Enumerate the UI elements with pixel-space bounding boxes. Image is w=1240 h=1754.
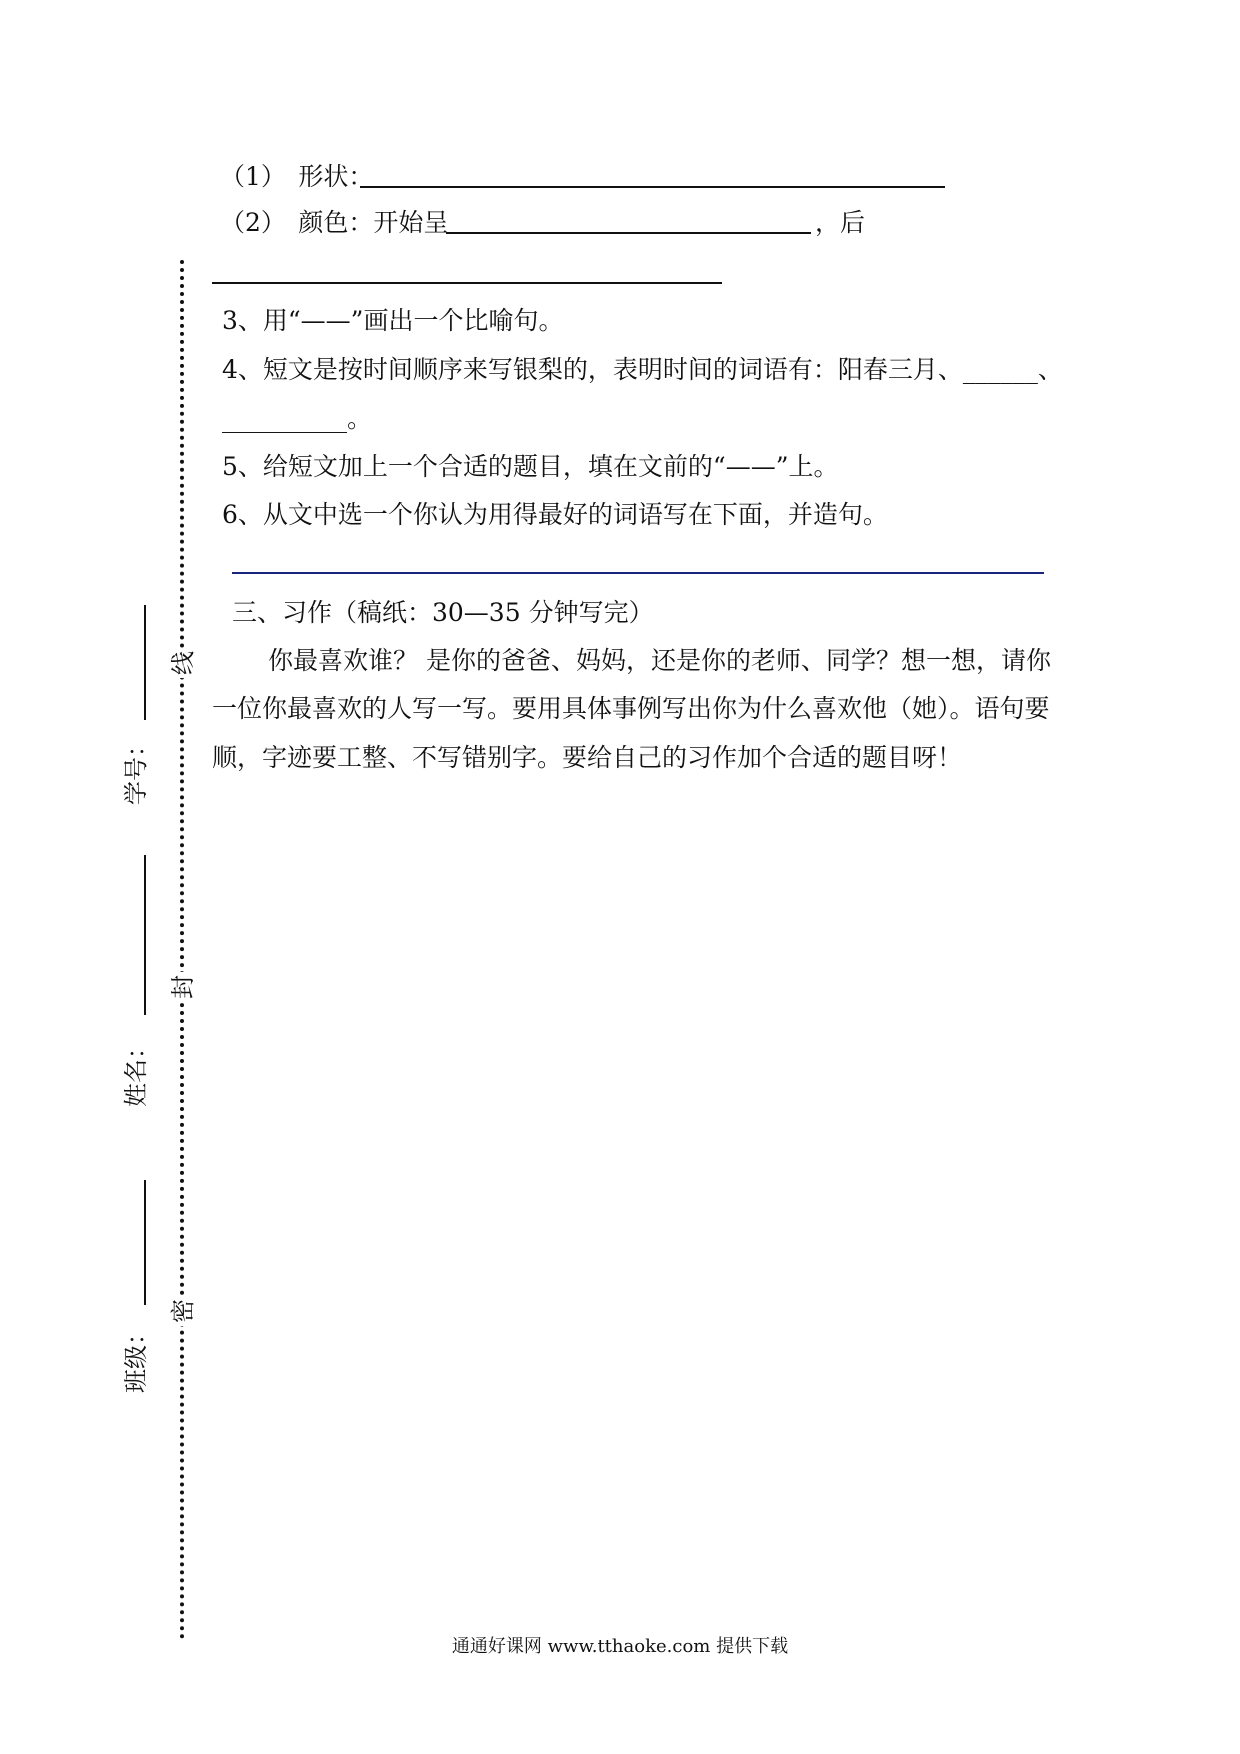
question-5: 5、给短文加上一个合适的题目，填在文前的“——”上。 — [222, 452, 839, 481]
class-label: 班级： — [122, 1321, 150, 1393]
question-4-line2: __________。 — [222, 404, 373, 433]
name-label: 姓名： — [122, 1035, 150, 1107]
question-3: 3、用“——”画出一个比喻句。 — [222, 306, 564, 335]
answer-line-shape — [360, 186, 945, 188]
question-6: 6、从文中选一个你认为用得最好的词语写在下面，并造句。 — [222, 500, 888, 529]
student-number-label: 学号： — [122, 733, 150, 805]
name-line[interactable] — [144, 855, 146, 1015]
binding-dotted-line — [180, 260, 184, 1640]
section-3-line2: 一位你最喜欢的人写一写。要用具体事例写出你为什么喜欢他（她）。语句要 — [212, 694, 1050, 723]
footer-source: 通通好课网 www.tthaoke.com 提供下载 — [451, 1636, 789, 1657]
question-4-line1: 4、短文是按时间顺序来写银梨的，表明时间的词语有：阳春三月、______、 — [222, 355, 1063, 384]
seal-char-secret: 密 — [168, 1296, 198, 1326]
question-1-shape: （1） 形状： — [220, 162, 374, 191]
class-line[interactable] — [144, 1180, 146, 1305]
student-number-line[interactable] — [144, 605, 146, 720]
section-3-line3: 顺，字迹要工整、不写错别字。要给自己的习作加个合适的题目呀！ — [212, 743, 963, 772]
answer-line-color-start — [446, 232, 811, 234]
section-3-title: 三、习作（稿纸：30—35 分钟写完） — [232, 598, 654, 627]
question-2-color: （2） 颜色：开始呈 — [220, 208, 449, 237]
answer-line-sentence — [232, 572, 1044, 574]
section-3-line1: 你最喜欢谁？ 是你的爸爸、妈妈，还是你的老师、同学？想一想，请你 — [268, 646, 1051, 675]
seal-char-line: 线 — [168, 648, 198, 678]
seal-char-seal: 封 — [168, 972, 198, 1002]
question-2-after: ，后 — [815, 208, 866, 237]
answer-line-color-end — [212, 282, 722, 284]
